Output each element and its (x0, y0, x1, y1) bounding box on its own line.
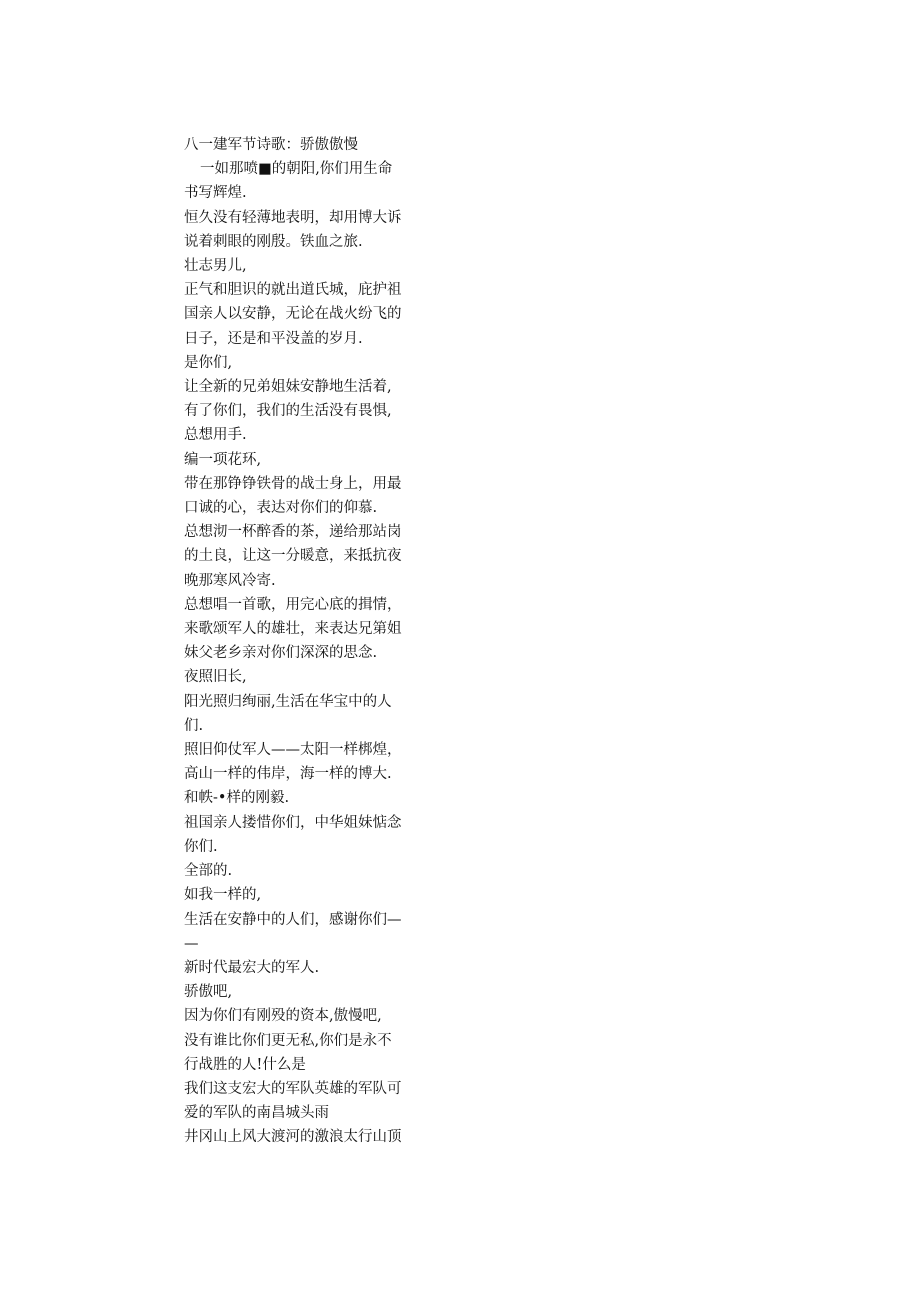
poem-line: 总想唱一首歌，用完心底的揖情， (184, 596, 402, 613)
poem-line: 总想用手. (184, 427, 247, 444)
poem-line: 让全新的兄弟姐妹安静地生活着, (184, 379, 392, 396)
poem-line: 日子，还是和平没盖的岁月. (184, 330, 363, 347)
poem-line: 带在那铮铮铁骨的战士身上，用最 (184, 475, 402, 492)
poem-line: 来歌颂军人的雄壮，来表达兄第姐 (184, 621, 402, 638)
poem-line: — (184, 935, 199, 952)
poem-line: 生活在安静中的人们，感谢你们— (184, 911, 402, 928)
poem-line: 们. (184, 717, 204, 734)
poem-line: 全部的. (184, 863, 233, 880)
poem-line: 和帙-•样的刚毅. (184, 790, 290, 807)
poem-line: 是你们, (184, 354, 233, 371)
poem-line: 我们这支宏大的军队英雄的军队可 (184, 1080, 402, 1097)
poem-line: 壮志男儿, (184, 258, 247, 275)
poem-line: 口诚的心，表达对你们的仰慕. (184, 500, 378, 517)
poem-line: 因为你们有刚殁的资本,傲慢吧, (184, 1008, 382, 1025)
poem-line: 行战胜的人!什么是 (184, 1056, 306, 1073)
poem-line: 一如那喷■的朝阳,你们用生命 (200, 161, 393, 178)
poem-line: 书写辉煌. (184, 185, 247, 202)
poem-line: 新时代最宏大的军人. (184, 959, 320, 976)
poem-line: 国亲人以安静，无论在战火纷飞的 (184, 306, 402, 323)
poem-line: 你们. (184, 838, 218, 855)
poem-line: 阳光照归绚丽,生活在华宝中的人 (184, 693, 392, 710)
poem-line: 有了你们，我们的生活没有畏惧, (184, 403, 392, 420)
poem-line: 说着刺眼的刚殷。铁血之旅. (184, 233, 363, 250)
poem-line: 爱的军队的南昌城头雨 (184, 1105, 329, 1122)
poem-text-block (184, 133, 424, 1150)
poem-line: 正气和胆识的就出道氏城，庇护祖 (184, 282, 402, 299)
poem-line: 照旧仰仗军人——太阳一样梆煌， (184, 742, 402, 759)
poem-line: 高山一样的伟岸，海一样的博大. (184, 766, 392, 783)
poem-line: 夜照旧长, (184, 669, 247, 686)
poem-line: 的土良，让这一分暖意，来抵抗夜 (184, 548, 402, 565)
poem-line: 井冈山上风大渡河的激浪太行山顶 (184, 1129, 402, 1146)
poem-line: 如我一样的, (184, 887, 262, 904)
poem-title: 八一建军节诗歌：骄傲傲慢 (184, 137, 358, 153)
poem-line: 没有谁比你们更无私,你们是永不 (184, 1032, 392, 1049)
poem-line: 总想沏一杯醉香的茶，递给那站岗 (184, 524, 402, 541)
poem-line: 骄傲吧, (184, 984, 233, 1001)
poem-line: 编一项花环, (184, 451, 262, 468)
poem-line: 晚那寒风冷寄. (184, 572, 276, 589)
poem-line: 妹父老乡亲对你们深深的思念. (184, 645, 378, 662)
poem-line: 恒久没有轻薄地表明，却用博大诉 (184, 209, 402, 226)
poem-line: 祖国亲人搂惜你们，中华姐妹惦念 (184, 814, 402, 831)
